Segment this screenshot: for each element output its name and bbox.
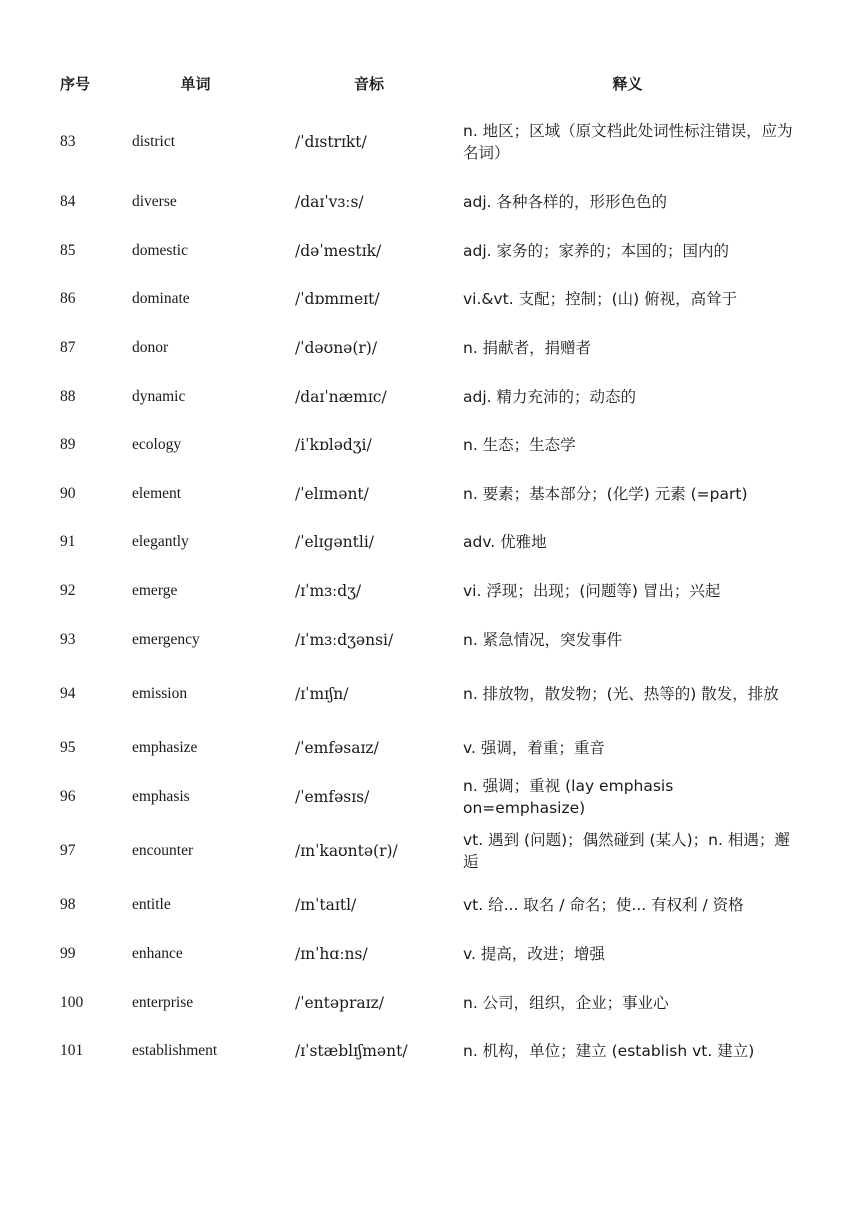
row-phonetic: /ɪˈstæblɪʃmənt/ [295,1042,408,1061]
row-word: emission [132,684,188,702]
table-row [56,421,796,470]
row-number: 93 [60,630,76,648]
row-word: dominate [132,290,190,308]
row-word: enhance [132,945,183,963]
row-word: diverse [132,193,177,211]
row-definition: n. 强调；重视 (lay emphasis on=emphasize) [463,776,674,817]
row-number: 85 [60,241,76,259]
row-word: donor [132,339,169,357]
row-word: establishment [132,1042,218,1060]
row-word: entitle [132,896,171,914]
row-definition: vi. 浮现；出现；(问题等) 冒出；兴起 [463,582,721,601]
row-number: 87 [60,339,76,357]
row-phonetic: /ˈelɪmənt/ [295,484,369,503]
row-phonetic: /ˈelɪɡəntli/ [295,533,375,552]
table-row [56,275,796,324]
row-definition: n. 地区；区域（原文档此处词性标注错误，应为名词） [463,122,793,162]
header-word: 单词 [180,74,211,93]
row-definition: n. 紧急情况，突发事件 [463,630,623,649]
row-definition: v. 强调，着重；重音 [463,739,605,758]
row-phonetic: /ˈdɪstrɪkt/ [295,133,367,151]
row-phonetic: /dəˈmestɪk/ [295,241,382,260]
table-row [56,773,796,822]
row-phonetic: /ɪˈmɪʃn/ [295,684,349,703]
header-definition: 释义 [612,74,643,93]
row-word: dynamic [132,387,186,405]
row-phonetic: /ɪˈmɜːdʒənsi/ [295,630,394,649]
row-phonetic: /daɪˈvɜːs/ [295,193,364,212]
row-number: 99 [60,945,76,963]
row-definition: adj. 精力充沛的；动态的 [463,387,636,406]
table-row [56,724,796,773]
table-row [56,567,796,616]
row-number: 84 [60,193,76,211]
row-phonetic: /ˈentəpraɪz/ [295,993,384,1012]
row-number: 94 [60,684,76,702]
row-phonetic: /ɪnˈhɑːns/ [295,945,368,964]
table-row [56,930,796,979]
row-definition: vi.&vt. 支配；控制；(山) 俯视，高耸于 [463,290,738,309]
row-word: enterprise [132,993,194,1011]
table-row [56,227,796,276]
row-phonetic: /daɪˈnæmɪc/ [295,387,387,406]
row-number: 86 [60,290,76,308]
header-row [56,60,796,106]
row-number: 88 [60,387,76,405]
table-row [56,881,796,930]
row-phonetic: /ˈemfəsɪs/ [295,787,370,806]
table-header [56,60,796,106]
row-definition: n. 生态；生态学 [463,436,576,455]
row-number: 98 [60,896,76,914]
row-word: ecology [132,436,182,454]
table-row [56,615,796,664]
row-word: emergency [132,630,200,648]
row-number: 83 [60,133,76,150]
row-phonetic: /ˈdəʊnə(r)/ [295,339,378,358]
table-row [56,372,796,421]
table-row [56,518,796,567]
row-definition: adj. 各种各样的，形形色色的 [463,193,667,212]
row-number: 91 [60,533,76,551]
row-definition: n. 排放物，散发物；(光、热等的) 散发，排放 [463,684,779,703]
row-word: district [132,133,176,150]
row-word: element [132,484,182,502]
row-word: encounter [132,842,194,860]
row-word: emphasis [132,787,190,805]
row-number: 101 [60,1042,84,1060]
table-row [56,106,796,178]
table-row [56,664,796,724]
table-row [56,1027,796,1076]
header-number: 序号 [60,74,91,93]
row-phonetic: /ɪnˈtaɪtl/ [295,896,357,915]
row-definition: vt. 遇到 (问题)；偶然碰到 (某人)；n. 相遇；邂逅 [463,831,790,872]
row-phonetic: /ˈdɒmɪneɪt/ [295,290,380,309]
row-definition: adv. 优雅地 [463,533,547,552]
row-number: 92 [60,582,76,600]
row-definition: n. 机构，单位；建立 (establish vt. 建立) [463,1042,755,1061]
row-number: 89 [60,436,76,454]
row-definition: n. 要素；基本部分；(化学) 元素 (=part) [463,484,748,503]
row-definition: adj. 家务的；家养的；本国的；国内的 [463,241,729,260]
table-row [56,178,796,227]
table-body [56,106,796,1076]
row-definition: v. 提高，改进；增强 [463,945,605,964]
row-word: elegantly [132,533,189,551]
row-phonetic: /ɪˈmɜːdʒ/ [295,582,362,601]
row-definition: n. 捐献者，捐赠者 [463,339,592,358]
row-word: emerge [132,582,178,600]
row-phonetic: /ɪnˈkaʊntə(r)/ [295,842,398,861]
row-number: 95 [60,739,76,757]
vocabulary-table [56,60,796,1076]
row-number: 100 [60,993,84,1011]
row-phonetic: /ˈemfəsaɪz/ [295,739,379,758]
row-phonetic: /iˈkɒlədʒi/ [295,436,372,455]
row-word: emphasize [132,739,198,757]
table-row [56,470,796,519]
table-row [56,821,796,881]
row-number: 97 [60,842,76,860]
header-phonetic: 音标 [353,74,384,93]
row-definition: n. 公司，组织，企业；事业心 [463,993,669,1012]
table-row [56,324,796,373]
row-number: 96 [60,787,76,805]
table-row [56,978,796,1027]
row-number: 90 [60,484,76,502]
row-definition: vt. 给... 取名 / 命名；使... 有权利 / 资格 [463,896,744,915]
row-word: domestic [132,241,188,259]
